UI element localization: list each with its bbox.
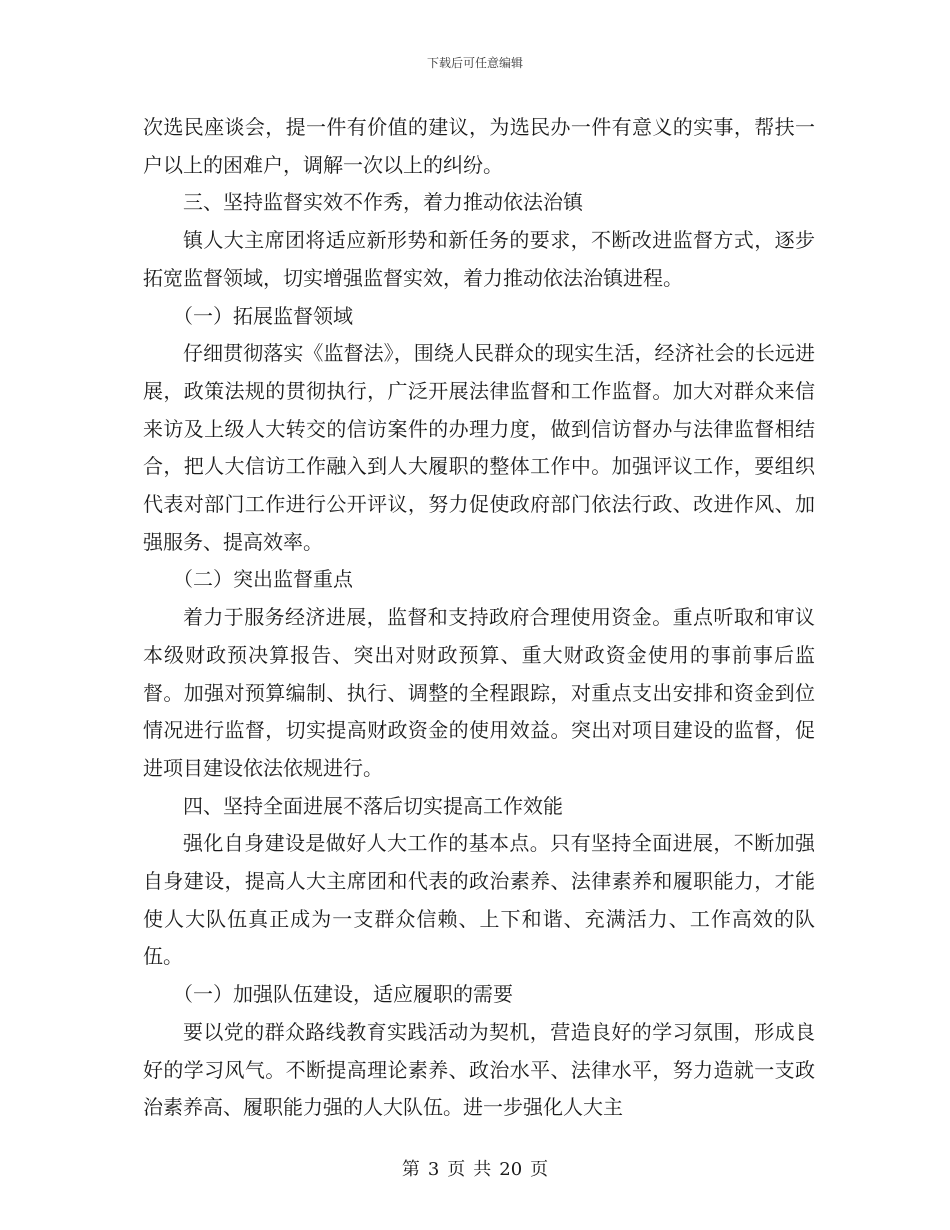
page-header-note: 下载后可任意编辑 xyxy=(426,56,523,70)
paragraph: 次选民座谈会，提一件有价值的建议，为选民办一件有意义的实事，帮扶一户以上的困难户，调解一次以上的纠纷。 xyxy=(143,115,815,177)
footer-page-word: 页 xyxy=(447,1159,466,1180)
footer-suffix: 页 xyxy=(530,1159,549,1180)
paragraph: 着力于服务经济进展，监督和支持政府合理使用资金。重点听取和审议本级财政预决算报告、突出对财政预算、重大财政资金使用的事前事后监督。加强对预算编制、执行、调整的全程跟踪，对重点支出安排和资金到位情况进行监督，切实提高财政资金的使用效益。突出对项目建设的监督，促进项目建设依法依规进行。 xyxy=(143,605,815,780)
section-heading: 三、坚持监督实效不作秀，着力推动依法治镇 xyxy=(183,190,583,215)
section-heading: 四、坚持全面进展不落后切实提高工作效能 xyxy=(183,793,563,818)
subsection-heading: （一）加强队伍建设，适应履职的需要 xyxy=(173,982,513,1007)
paragraph: 镇人大主席团将适应新形势和新任务的要求，不断改进监督方式，逐步拓宽监督领域，切实增强监督实效，着力推动依法治镇进程。 xyxy=(143,228,815,290)
document-body xyxy=(143,109,815,1127)
footer-prefix: 第 xyxy=(401,1159,420,1180)
paragraph: 仔细贯彻落实《监督法》，围绕人民群众的现实生活，经济社会的长远进展，政策法规的贯彻执行，广泛开展法律监督和工作监督。加大对群众来信来访及上级人大转交的信访案件的办理力度，做到信访督办与法律监督相结合，把人大信访工作融入到人大履职的整体工作中。加强评议工作，要组织代表对部门工作进行公开评议，努力促使政府部门依法行政、改进作风、加强服务、提高效率。 xyxy=(143,341,815,554)
subsection-heading: （二）突出监督重点 xyxy=(173,567,353,592)
paragraph: 强化自身建设是做好人大工作的基本点。只有坚持全面进展，不断加强自身建设，提高人大主席团和代表的政治素养、法律素养和履职能力，才能使人大队伍真正成为一支群众信赖、上下和谐、充满活力、工作高效的队伍。 xyxy=(143,831,815,969)
total-page-count: 20 xyxy=(499,1159,523,1180)
footer-total-word: 共 xyxy=(473,1159,492,1180)
current-page-number: 3 xyxy=(427,1159,440,1180)
paragraph: 要以党的群众路线教育实践活动为契机，营造良好的学习氛围，形成良好的学习风气。不断提高理论素养、政治水平、法律水平，努力造就一支政治素养高、履职能力强的人大队伍。进一步强化人大主 xyxy=(143,1019,815,1120)
page-footer xyxy=(0,1155,950,1181)
subsection-heading: （一）拓展监督领域 xyxy=(173,303,353,328)
